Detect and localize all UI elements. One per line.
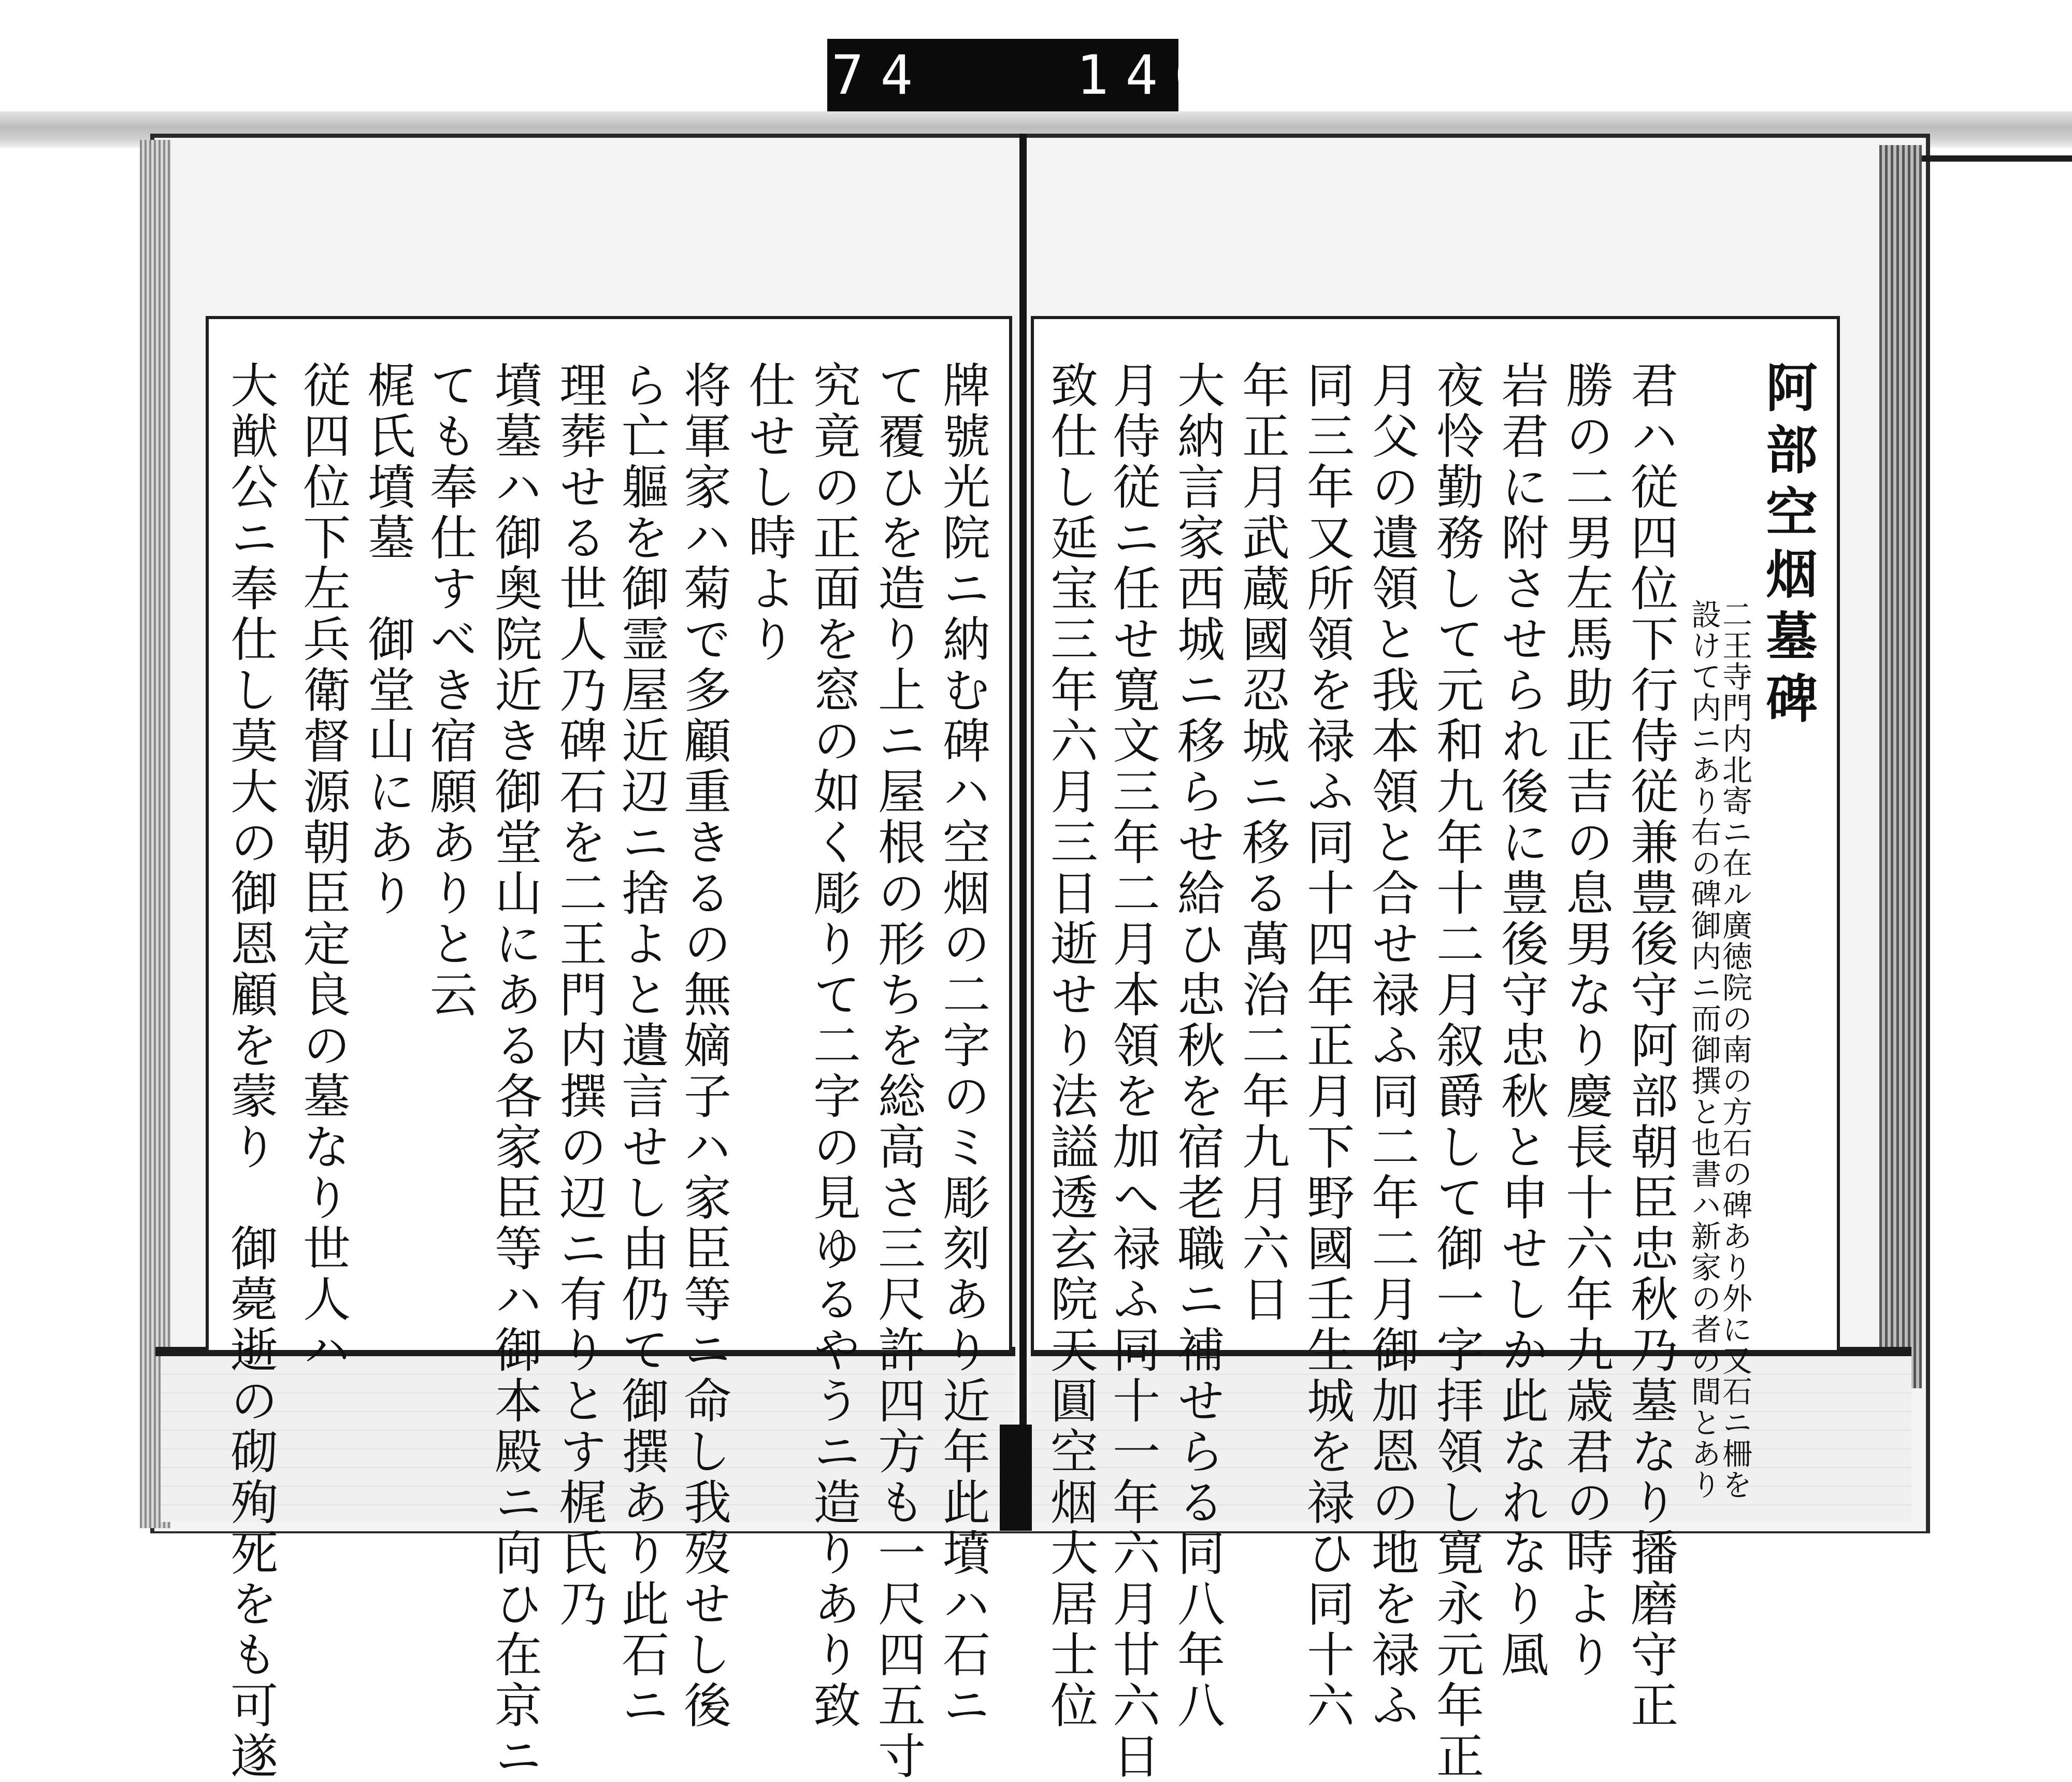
left-page-text-line: 牌號光院ニ納む碑ハ空烟の二字のミ彫刻あり近年此墳ハ石ニ (935, 361, 990, 1731)
right-page-text-line: 致仕し延宝三年六月三日逝せり法謚透玄院天圓空烟大居士位 (1043, 361, 1098, 1731)
left-page-edges (140, 140, 171, 1528)
right-page-note-line: 設けて内ニあり右の碑御内ニ而御撰と也書ハ新家の者の間とあり (1686, 599, 1721, 1500)
left-page-text-line: 究竟の正面を窓の如く彫りて二字の見ゆるやうニ造りあり致 (805, 361, 861, 1731)
left-page-text-line: 将軍家ハ菊で多顧重きるの無嫡子ハ家臣等ニ命し我歿せし後 (676, 361, 731, 1731)
right-page-note-line: 二王寺門内北寄ニ在ル廣徳院の南の方石の碑あり外に又石ニ柵を (1717, 599, 1752, 1500)
right-page-text-line: 年正月武蔵國忍城ニ移る萬治二年九月六日 (1234, 361, 1290, 1325)
right-page-text-frame (1031, 316, 1840, 1782)
right-page-edges (1879, 145, 1922, 1388)
right-page-title: 阿部空烟墓碑 (1757, 361, 1818, 734)
left-page-text-line: ても奉仕すべき宿願ありと云 (422, 361, 478, 1021)
right-page-text-line: 同三年又所領を禄ふ同十四年正月下野國壬生城を禄ひ同十六 (1299, 361, 1355, 1731)
right-page-text-line: 月父の遺領と我本領と合せ禄ふ同二年二月御加恩の地を禄ふ (1364, 361, 1419, 1731)
left-page-text-frame (206, 316, 1012, 1782)
left-page-text-line: 大猷公ニ奉仕し莫大の御恩顧を蒙り 御薨逝の砌殉死をも可遂 (223, 361, 278, 1782)
scanner-rail (1922, 155, 2072, 162)
microfilm-frame-label: 874 146 (827, 39, 1178, 111)
right-page-text-line: 月侍従ニ任せ寛文三年二月本領を加へ禄ふ同十一年六月廿六日 (1105, 361, 1160, 1782)
left-page-text-line: て覆ひを造り上ニ屋根の形ちを総高さ三尺許四方も一尺四五寸 (870, 361, 926, 1782)
right-page-text-line: 大納言家西城ニ移らせ給ひ忠秋を宿老職ニ補せらる同八年八 (1170, 361, 1225, 1731)
left-page-text-line: 仕せし時より (741, 361, 796, 665)
left-page-text-line: 墳墓ハ御奥院近き御堂山にある各家臣等ハ御本殿ニ向ひ在京ニ (487, 361, 542, 1782)
right-page-text-line: 夜怜勤務して元和九年十二月叙爵して御一字拝領し寛永元年正 (1429, 361, 1484, 1782)
right-page-text-line: 君ハ従四位下行侍従兼豊後守阿部朝臣忠秋乃墓なり播磨守正 (1623, 361, 1678, 1731)
gutter-clip (1000, 1425, 1032, 1531)
left-page-text-line: ら亡軀を御霊屋近辺ニ捨よと遺言せし由仍て御撰あり此石ニ (614, 361, 669, 1731)
left-page-text-line: 従四位下左兵衛督源朝臣定良の墓なり世人ハ (295, 361, 351, 1376)
left-page-text-line: 梶氏墳墓 御堂山にあり (360, 361, 415, 919)
book-gutter (1019, 134, 1027, 1527)
right-page-text-line: 勝の二男左馬助正吉の息男なり慶長十六年九歳君の時より (1558, 361, 1614, 1680)
left-page-text-line: 理葬せる世人乃碑石を二王門内撰の辺ニ有りとす梶氏乃 (552, 361, 607, 1630)
right-page-text-line: 岩君に附させられ後に豊後守忠秋と申せしか此なれなり風 (1493, 361, 1549, 1680)
